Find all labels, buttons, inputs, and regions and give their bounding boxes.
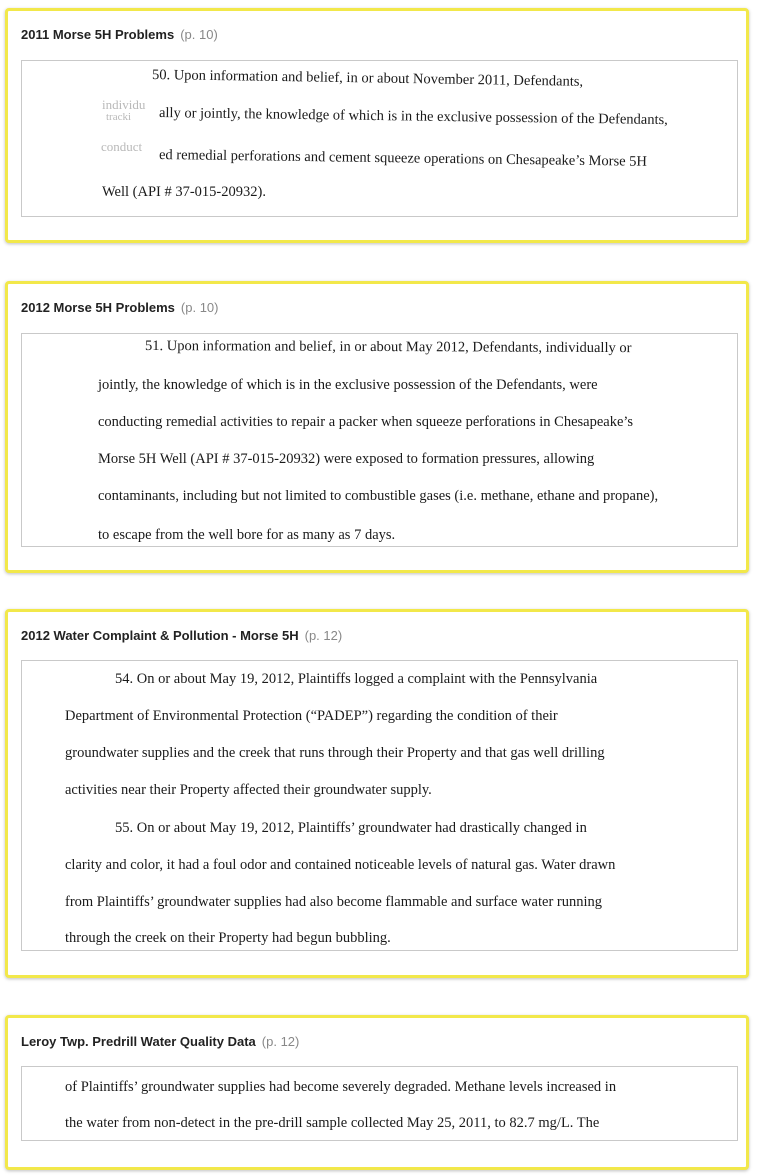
excerpt-line: groundwater supplies and the creek that runs through their Property and that gas well drilling bbox=[65, 745, 605, 761]
document-excerpt-image bbox=[21, 60, 738, 217]
excerpt-line: through the creek on their Property had begun bubbling. bbox=[65, 930, 391, 946]
excerpt-card-leroy-twp-predrill-data[interactable] bbox=[5, 1015, 749, 1170]
card-header bbox=[21, 627, 342, 645]
excerpt-card-2011-morse-5h-problems[interactable] bbox=[5, 8, 749, 243]
card-page-reference: (p. 10) bbox=[180, 27, 218, 42]
excerpt-line: clarity and color, it had a foul odor and contained noticeable levels of natural gas. Water drawn bbox=[65, 857, 616, 873]
excerpt-line: conducting remedial activities to repair a packer when squeeze perforations in Chesapeake’s bbox=[98, 414, 634, 430]
document-excerpt-image bbox=[21, 1066, 738, 1141]
excerpt-line: activities near their Property affected their groundwater supply. bbox=[65, 782, 432, 798]
card-title: 2011 Morse 5H Problems bbox=[21, 27, 175, 42]
ghost-text: conduct bbox=[101, 139, 143, 154]
card-title: 2012 Water Complaint & Pollution - Morse 5H bbox=[21, 628, 299, 643]
excerpt-card-2012-morse-5h-problems[interactable] bbox=[5, 281, 749, 573]
excerpt-line: 50. Upon information and belief, in or about November 2011, Defendants, bbox=[151, 67, 584, 90]
excerpt-line: contaminants, including but not limited to combustible gases (i.e. methane, ethane and propane), bbox=[98, 488, 659, 504]
card-page-reference: (p. 12) bbox=[261, 1034, 300, 1049]
card-title: 2012 Morse 5H Problems bbox=[21, 300, 175, 315]
excerpt-line: ed remedial perforations and cement squeeze operations on Chesapeake’s Morse 5H bbox=[158, 147, 648, 170]
ghost-text: individu bbox=[102, 97, 146, 112]
excerpt-line: 51. Upon information and belief, in or about May 2012, Defendants, individually or bbox=[144, 338, 632, 357]
document-excerpt-image bbox=[21, 333, 738, 547]
excerpt-line: 54. On or about May 19, 2012, Plaintiffs logged a complaint with the Pennsylvania bbox=[115, 671, 598, 687]
card-page-reference: (p. 12) bbox=[304, 628, 343, 643]
excerpt-line: Morse 5H Well (API # 37-015-20932) were exposed to formation pressures, allowing bbox=[98, 451, 595, 467]
excerpt-line: Well (API # 37-015-20932). bbox=[102, 184, 266, 200]
excerpt-line: to escape from the well bore for as many as 7 days. bbox=[98, 527, 396, 543]
excerpt-line: the water from non-detect in the pre-drill sample collected May 25, 2011, to 82.7 mg/L. The bbox=[65, 1115, 600, 1131]
document-excerpt-image bbox=[21, 660, 738, 951]
excerpt-line: 55. On or about May 19, 2012, Plaintiffs’ groundwater had drastically changed in bbox=[115, 820, 587, 836]
excerpt-card-2012-water-complaint[interactable] bbox=[5, 609, 749, 978]
excerpt-line: of Plaintiffs’ groundwater supplies had become severely degraded. Methane levels increased in bbox=[65, 1079, 617, 1095]
excerpt-line: Department of Environmental Protection (“PADEP”) regarding the condition of their bbox=[65, 708, 558, 724]
card-page-reference: (p. 10) bbox=[180, 300, 219, 315]
excerpt-line: from Plaintiffs’ groundwater supplies had also become flammable and surface water running bbox=[65, 894, 603, 910]
card-title: Leroy Twp. Predrill Water Quality Data bbox=[21, 1034, 256, 1049]
ghost-text: tracki bbox=[106, 111, 132, 123]
card-header bbox=[21, 1033, 299, 1051]
card-header bbox=[21, 26, 218, 44]
excerpt-line: ally or jointly, the knowledge of which is in the exclusive possession of the Defendants, bbox=[158, 105, 668, 129]
excerpt-line: jointly, the knowledge of which is in the exclusive possession of the Defendants, were bbox=[98, 377, 598, 393]
card-header bbox=[21, 299, 218, 317]
